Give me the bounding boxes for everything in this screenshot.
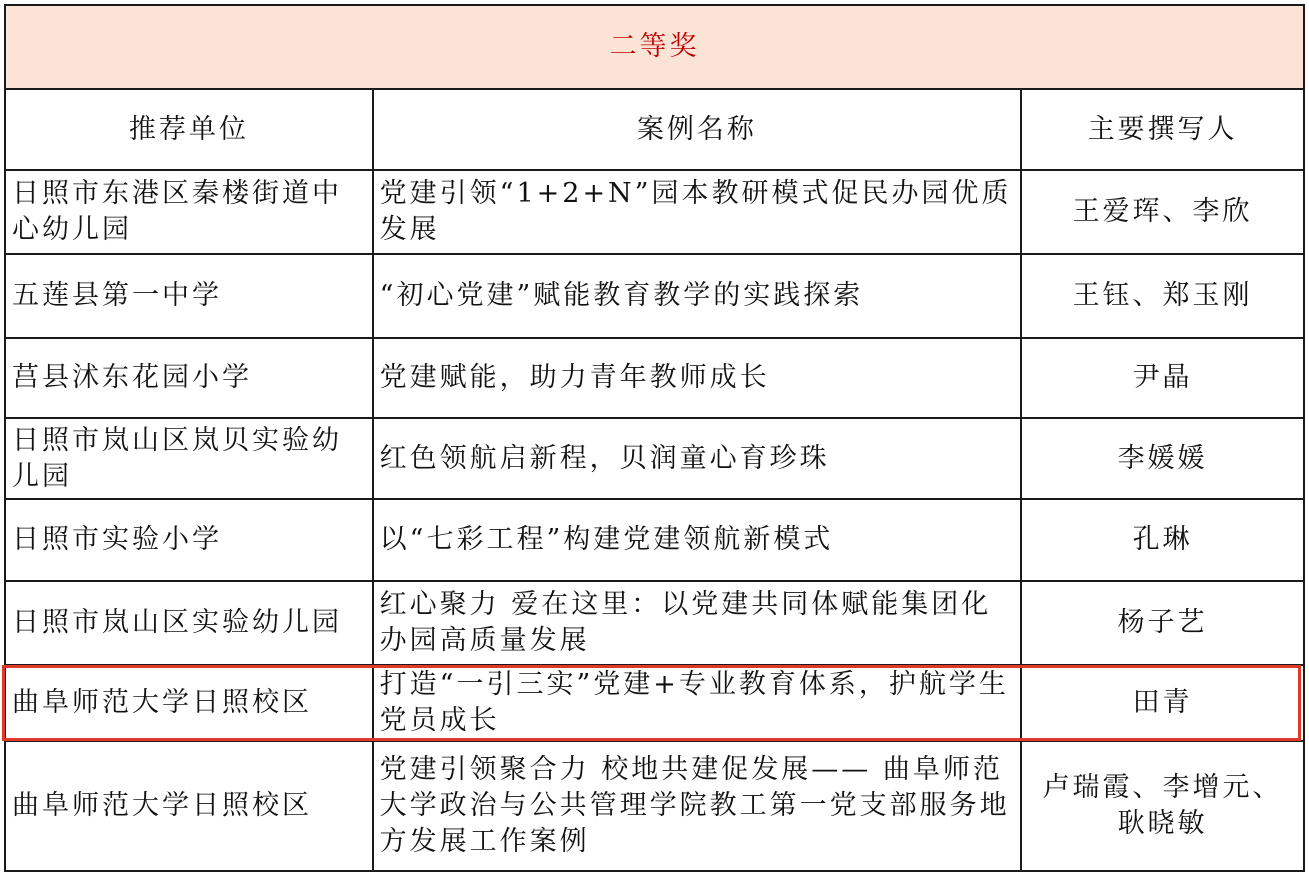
cell-author: 田青 bbox=[1021, 665, 1304, 741]
cell-author: 杨子艺 bbox=[1021, 581, 1304, 665]
table-row bbox=[5, 581, 1304, 665]
table-row bbox=[5, 741, 1304, 871]
header-row bbox=[5, 89, 1304, 170]
title-row bbox=[5, 5, 1304, 89]
cell-unit: 曲阜师范大学日照校区 bbox=[5, 741, 373, 871]
cell-unit: 日照市岚山区岚贝实验幼儿园 bbox=[5, 418, 373, 499]
cell-author: 王爱珲、李欣 bbox=[1021, 170, 1304, 254]
cell-author: 卢瑞霞、李增元、耿晓敏 bbox=[1021, 741, 1304, 871]
award-table bbox=[4, 4, 1305, 872]
cell-unit: 日照市东港区秦楼街道中心幼儿园 bbox=[5, 170, 373, 254]
cell-unit: 五莲县第一中学 bbox=[5, 254, 373, 338]
cell-author: 李媛媛 bbox=[1021, 418, 1304, 499]
header-case: 案例名称 bbox=[373, 89, 1021, 170]
cell-case: 以“七彩工程”构建党建领航新模式 bbox=[373, 499, 1021, 581]
cell-case: 红心聚力 爱在这里：以党建共同体赋能集团化办园高质量发展 bbox=[373, 581, 1021, 665]
cell-unit: 曲阜师范大学日照校区 bbox=[5, 665, 373, 741]
table-row bbox=[5, 499, 1304, 581]
cell-author: 孔琳 bbox=[1021, 499, 1304, 581]
cell-case: 党建引领“1+2+N”园本教研模式促民办园优质发展 bbox=[373, 170, 1021, 254]
cell-case: 党建赋能，助力青年教师成长 bbox=[373, 338, 1021, 418]
table-row-highlighted bbox=[5, 665, 1304, 741]
table-title: 二等奖 bbox=[5, 5, 1304, 89]
cell-case: 打造“一引三实”党建+专业教育体系，护航学生党员成长 bbox=[373, 665, 1021, 741]
cell-unit: 日照市岚山区实验幼儿园 bbox=[5, 581, 373, 665]
table-row bbox=[5, 170, 1304, 254]
cell-case: 党建引领聚合力 校地共建促发展—— 曲阜师范大学政治与公共管理学院教工第一党支部服务地方发展工作案例 bbox=[373, 741, 1021, 871]
cell-unit: 日照市实验小学 bbox=[5, 499, 373, 581]
cell-case: 红色领航启新程，贝润童心育珍珠 bbox=[373, 418, 1021, 499]
table-row bbox=[5, 338, 1304, 418]
header-unit: 推荐单位 bbox=[5, 89, 373, 170]
cell-unit: 莒县沭东花园小学 bbox=[5, 338, 373, 418]
cell-case: “初心党建”赋能教育教学的实践探索 bbox=[373, 254, 1021, 338]
cell-author: 王钰、郑玉刚 bbox=[1021, 254, 1304, 338]
table-row bbox=[5, 254, 1304, 338]
table-row bbox=[5, 418, 1304, 499]
cell-author: 尹晶 bbox=[1021, 338, 1304, 418]
header-author: 主要撰写人 bbox=[1021, 89, 1304, 170]
